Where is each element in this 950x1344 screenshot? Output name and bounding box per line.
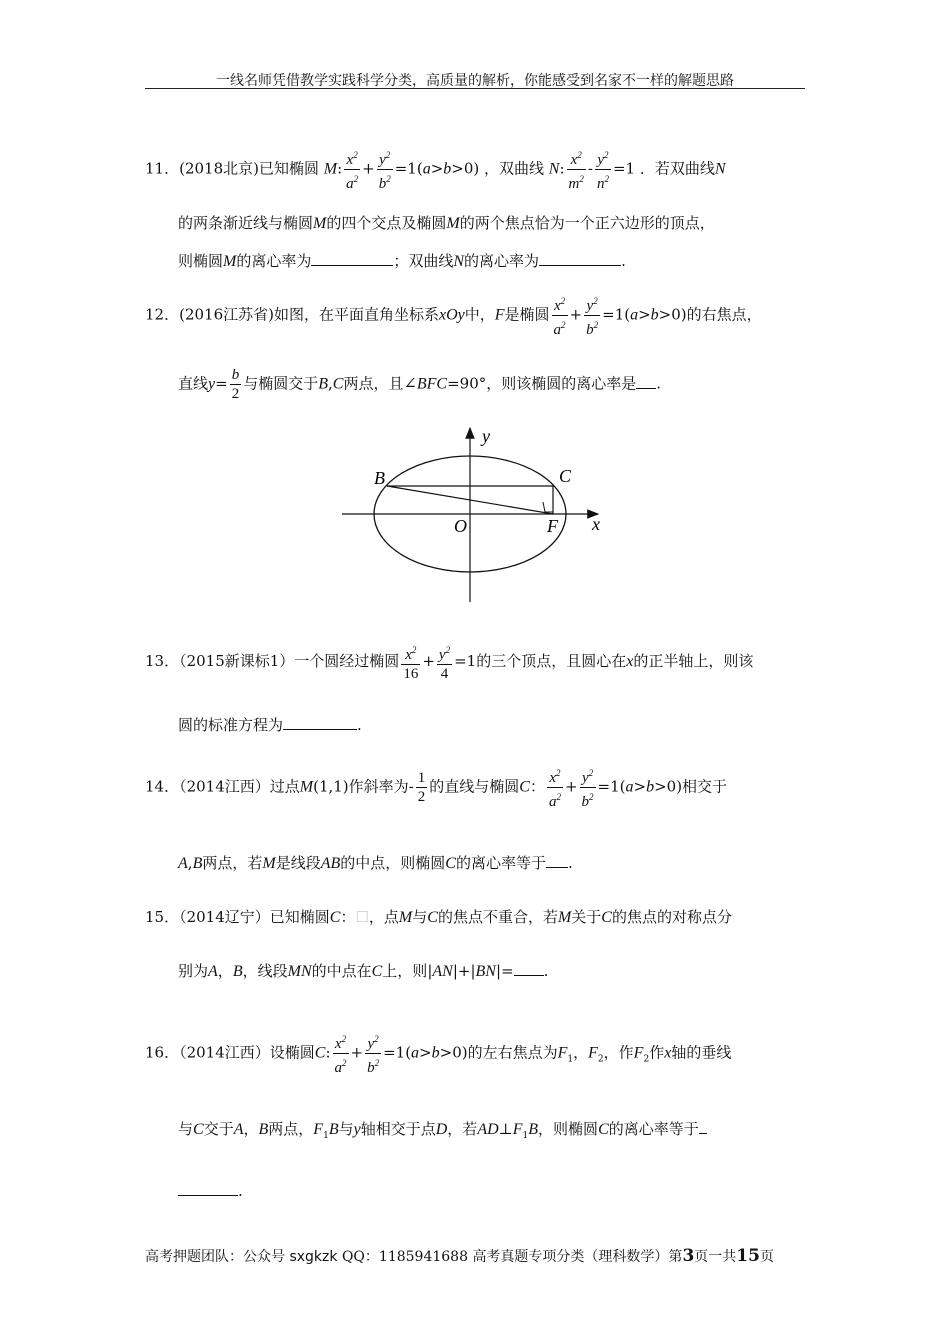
header-rule bbox=[145, 88, 805, 89]
label-O: O bbox=[454, 516, 467, 536]
problem-13-line-2: 圆的标准方程为 . bbox=[178, 716, 362, 734]
problem-15-line-1: 15．（2014辽宁）已知椭圆C：☐，点M与C的焦点不重合，若M关于C的焦点的对称点分 bbox=[145, 908, 732, 926]
problem-11-line-2: 的两条渐近线与椭圆M的四个交点及椭圆M的两个焦点恰为一个正六边形的顶点， bbox=[178, 214, 715, 232]
problem-16-line-2: 与C交于A，B两点，$F_1B$与y轴相交于点D，若$AD\perp F_1B$，则椭圆C的离心率等于 bbox=[178, 1118, 843, 1147]
label-x: x bbox=[592, 514, 600, 534]
problem-15-line-2: 别为A，B，线段MN的中点在C上，则|AN|+|BN|= . bbox=[178, 962, 549, 980]
problem-14-line-1: 14．（2014江西）过点M(1,1)作斜率为- $\frac{1}{2}$ 的直线与椭圆C： $\frac{x^2}{a^2}$ + $\frac{y^2}{b^2}$ =1(a>b>0)相交于 bbox=[145, 764, 810, 811]
problem-13-line-1: 13．（2015新课标1）一个圆经过椭圆 $\frac{x^2}{16}$ + $\frac{y^2}{4}$ =1的三个顶点，且圆心在x的正半轴上，则该 bbox=[145, 641, 810, 683]
right-angle-mark bbox=[543, 502, 553, 512]
ellipse-figure bbox=[340, 424, 610, 604]
problem-12-line-2: 直线y= $\frac{b}{2}$ 与椭圆交于B,C两点，且∠BFC=90°，则该椭圆的离心率是 . bbox=[178, 367, 662, 402]
page-footer: 高考押题团队：公众号 sxgkzk QQ：1185941688 高考真题专项分类（理科数学）第3页一共15页 bbox=[145, 1246, 774, 1266]
label-y: y bbox=[482, 426, 490, 446]
label-B: B bbox=[374, 468, 385, 488]
label-C: C bbox=[559, 466, 572, 486]
problem-16-line-3: . bbox=[178, 1180, 843, 1202]
label-F: F bbox=[547, 516, 558, 536]
problem-14-line-2: A,B两点，若M是线段AB的中点，则椭圆C的离心率等于 . bbox=[178, 854, 573, 872]
problem-12-line-1: 12．(2016江苏省)如图，在平面直角坐标系xOy中，F是椭圆 $\frac{x^2}{a^2}$ + $\frac{y^2}{b^2}$ =1(a>b>0)的右焦点， bbox=[145, 292, 810, 339]
page-header: 一线名师凭借教学实践科学分类，高质量的解析，你能感受到名家不一样的解题思路 bbox=[216, 73, 734, 89]
problem-11-line-1: 11．(2018北京)已知椭圆 M: $\frac{x^2}{a^2}$ + $\frac{y^2}{b^2}$ =1(a>b>0) ，双曲线 N: $\frac{x^2}{m^2}$ - $\frac{y^2}{n^2}$ =1 ．若双曲线N bbox=[145, 146, 810, 193]
problem-11-line-3: 则椭圆M的离心率为 ；双曲线N的离心率为 . bbox=[178, 252, 626, 270]
problem-16-line-1: 16．（2014江西）设椭圆C: $\frac{x^2}{a^2}$ + $\frac{y^2}{b^2}$ =1(a>b>0)的左右焦点为$F_1$，$F_2$，作$F_2$作x轴的垂线 bbox=[145, 1030, 810, 1077]
